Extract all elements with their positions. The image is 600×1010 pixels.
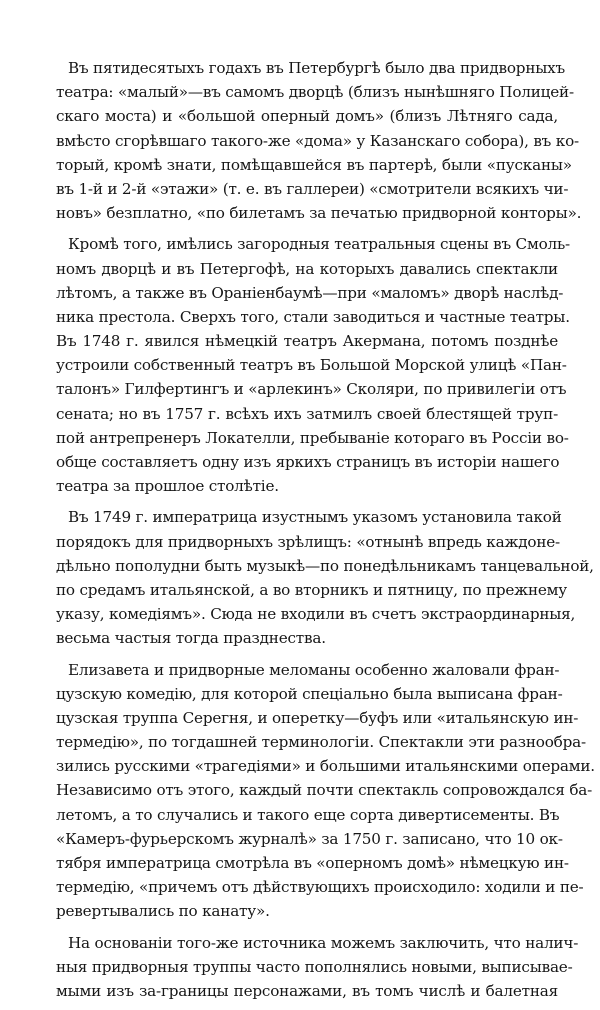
text-line: Въ пятидесятыхъ годахъ въ Петербургѣ было два придворныхъ [68, 59, 565, 77]
paragraph-1 [56, 56, 582, 225]
text-line: дѣльно пополудни быть музыкѣ—по понедѣльникамъ танцевальной, [56, 556, 594, 575]
paragraph-2 [56, 232, 570, 498]
text-line: обще составляетъ одну изъ яркихъ страницъ въ исторіи нашего [56, 453, 560, 471]
text-line: цузскую комедію, для которой спеціально была выписана фран- [56, 684, 563, 703]
text-line: ныя придворныя труппы часто пополнялись новыми, выписывае- [56, 957, 573, 976]
text-line: театра за прошлое столѣтіе. [56, 477, 279, 496]
text-line: летомъ, а то случались и такого еще сорта дивертисементы. Въ [56, 805, 560, 824]
paragraph-4 [56, 658, 595, 924]
text-line: театра: «малый»—въ самомъ дворцѣ (близъ нынѣшняго Полицей- [56, 83, 574, 102]
text-line: тября императрица смотрѣла въ «оперномъ домѣ» нѣмецкую ин- [56, 854, 569, 872]
text-line: скаго моста) и «большой оперный домъ» (близъ Лѣтняго сада, [56, 107, 558, 126]
text-line: въ 1-й и 2-й «этажи» (т. е. въ галлереи) «смотрители всякихъ чи- [56, 179, 569, 198]
text-line: «Камеръ-фурьерскомъ журналѣ» за 1750 г. записано, что 10 ок- [56, 829, 563, 848]
text-line: торый, кромѣ знати, помѣщавшейся въ партерѣ, были «пусканы» [56, 155, 572, 174]
text-line: по средамъ итальянской, а во вторникъ и пятницу, по прежнему [56, 580, 568, 599]
text-line: вмѣсто сгорѣвшаго такого-же «дома» у Казанскаго собора), въ ко- [56, 131, 579, 150]
text-line: новъ» безплатно, «по билетамъ за печатью придворной конторы». [56, 204, 582, 223]
text-line: порядокъ для придворныхъ зрѣлищъ: «отнынѣ впредь каждоне- [56, 532, 560, 551]
text-line: ника престола. Сверхъ того, стали заводиться и частные театры. [56, 307, 570, 326]
text-line: сената; но въ 1757 г. всѣхъ ихъ затмилъ своей блестящей труп- [56, 404, 558, 423]
text-line: Независимо отъ этого, каждый почти спектакль сопровождался ба- [56, 781, 593, 800]
text-line: весьма частыя тогда празднества. [56, 629, 326, 648]
text-line: устроили собственный театръ въ Большой Морской улицѣ «Пан- [56, 356, 567, 375]
text-line: мыми изъ за-границы персонажами, въ томъ числѣ и балетная [56, 981, 558, 1000]
text-line: Въ 1748 г. явился нѣмецкій театръ Акермана, потомъ позднѣе [56, 332, 558, 351]
text-line: указу, комедіямъ». Сюда не входили въ счетъ экстраординарныя, [56, 605, 576, 624]
text-line: пой антрепренеръ Локателли, пребываніе котораго въ Россіи во- [56, 428, 569, 447]
text-line: Кромѣ того, имѣлись загородныя театральныя сцены въ Смоль- [68, 235, 570, 254]
paragraph-3 [56, 505, 594, 650]
paragraph-5 [56, 931, 579, 1004]
page-body [56, 56, 595, 1010]
text-line: ревертывались по канату». [56, 902, 270, 921]
text-line: лѣтомъ, а также въ Ораніенбаумѣ—при «маломъ» дворѣ наслѣд- [56, 283, 564, 302]
text-line: На основаніи того-же источника можемъ заключить, что налич- [68, 933, 579, 952]
text-line: зились русскими «трагедіями» и большими итальянскими операми. [56, 757, 595, 776]
text-line: термедію», по тогдашней терминологіи. Спектакли эти разнообра- [56, 733, 586, 752]
text-line: термедію, «причемъ отъ дѣйствующихъ происходило: ходили и пе- [56, 878, 584, 897]
text-line: номъ дворцѣ и въ Петергофѣ, на которыхъ давались спектакли [56, 259, 558, 278]
text-line: цузская труппа Серегня, и оперетку—буфъ или «итальянскую ин- [56, 708, 579, 727]
text-line: талонъ» Гилфертингъ и «арлекинъ» Сколяри, по привилегіи отъ [56, 380, 567, 399]
text-line: Въ 1749 г. императрица изустнымъ указомъ установила такой [68, 508, 562, 527]
text-line: Елизавета и придворные меломаны особенно жаловали фран- [68, 660, 560, 679]
